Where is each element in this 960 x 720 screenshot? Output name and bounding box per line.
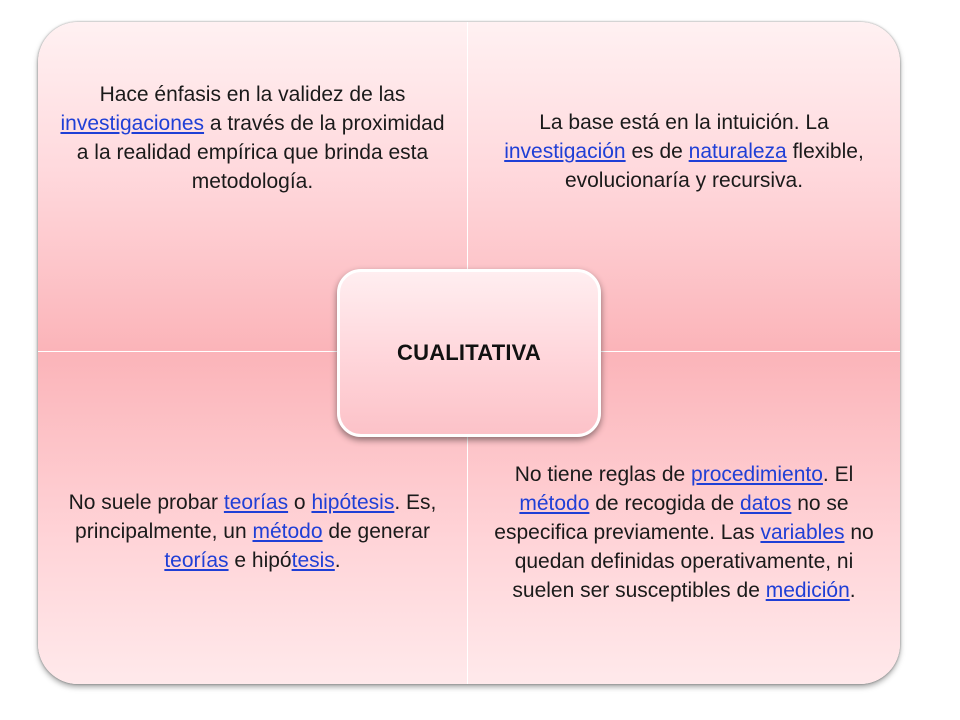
center-label: CUALITATIVA (397, 340, 541, 365)
link-metodo[interactable]: método (252, 520, 323, 543)
text-segment: . El (822, 463, 854, 486)
center-box (337, 269, 601, 437)
link-teorias-2[interactable]: teorías (164, 549, 229, 572)
text-segment: La base está en la intuición. La (539, 111, 829, 134)
text-segment: no quedan definidas operativamente, ni suelen ser susceptibles de (512, 521, 874, 602)
text-segment: de recogida de (589, 492, 741, 515)
text-segment: No suele probar (68, 491, 224, 514)
quadrant-top-right-text (488, 108, 880, 195)
link-variables[interactable]: variables (760, 521, 845, 544)
text-segment: no se especifica previamente. Las (494, 492, 849, 544)
link-datos[interactable]: datos (740, 492, 792, 515)
text-segment: o (288, 491, 312, 514)
link-tesis[interactable]: tesis (291, 549, 335, 572)
link-investigaciones[interactable]: investigaciones (60, 112, 205, 135)
text-segment: . (849, 579, 856, 602)
text-segment: . Es, principalmente, un (75, 491, 437, 543)
link-naturaleza[interactable]: naturaleza (688, 140, 787, 163)
text-segment: No tiene reglas de (514, 463, 692, 486)
text-segment: Hace énfasis en la validez de las (99, 83, 406, 106)
link-procedimiento[interactable]: procedimiento (691, 463, 823, 486)
link-teorias[interactable]: teorías (223, 491, 289, 514)
quadrant-bottom-right-text (492, 460, 876, 605)
link-investigacion[interactable]: investigación (504, 140, 626, 163)
link-metodo-2[interactable]: método (519, 492, 590, 515)
quadrant-bottom-left-text (60, 488, 445, 575)
text-segment: e hipó (228, 549, 292, 572)
text-segment: . (334, 549, 341, 572)
text-segment: flexible, evolucionaría y recursiva. (564, 140, 864, 192)
text-segment: es de (625, 140, 689, 163)
quadrant-top-left-text (56, 80, 449, 196)
text-segment: de generar (322, 520, 430, 543)
link-medicion[interactable]: medición (765, 579, 850, 602)
link-hipotesis[interactable]: hipótesis (311, 491, 395, 514)
text-segment: a través de la proximidad a la realidad empírica que brinda esta metodología. (76, 112, 445, 193)
